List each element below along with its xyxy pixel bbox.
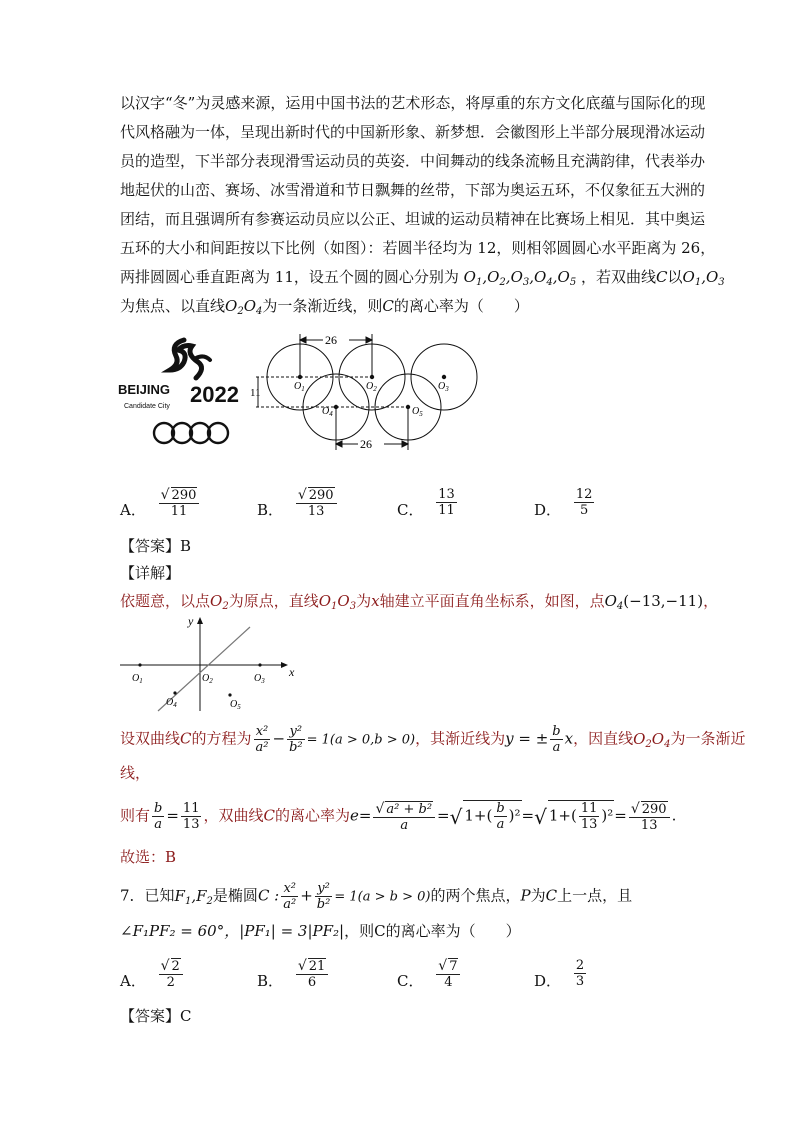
q7-option-a[interactable]: A． $\frac{√ 2}{2}$ [120,958,185,990]
answer-6: 【答案】B [120,537,192,555]
q7-line-1: 7．已知$F_1,F_2$是椭圆C : $\frac{\text{x²}}{\text{a²}}$ + $\frac{\text{y²}}{\text{b²}}$ = 1(a > b > 0)的两个焦点，P为C上一点，且 [120,881,633,912]
intro-line-5: 团结，而且强调所有参赛运动员应以公正、坦诚的运动员精神在比赛场上相见．其中奥运 [120,210,706,228]
q6-options [120,487,680,527]
svg-text:O2: $O_2$ [202,673,213,685]
figure-axes [118,615,298,713]
solution-line-2: 设双曲线C的方程为 $\frac{\text{x²}}{\text{a²}}$ − $\frac{\text{y²}}{\text{b²}}$ = 1(a > 0,b > 0)，其渐近线为y = ± $\frac{b}{a}$ x，因直线$O_2O_4$为一条渐近 [120,724,746,755]
intro-line-8: 为焦点、以直线$O_2O_4$为一条渐近线，则C的离心率为（ ） [120,297,529,317]
svg-text:y: y [188,614,194,628]
solution-line-1: 依题意，以点$O_2$为原点，直线$O_1O_3$为x轴建立平面直角坐标系，如图，点$O_4(-13,-11)$， [120,592,719,612]
svg-text:x: x [289,665,295,679]
figure-rings [118,328,448,452]
svg-text:O5: $O_5$ [230,699,241,711]
intro-line-6: 五环的大小和间距按以下比例（如图）：若圆半径均为 12，则相邻圆圆心水平距离为 26， [120,239,716,257]
choose-line: 故选：B [120,848,177,866]
intro-line-1: 以汉字“冬”为灵感来源，运用中国书法的艺术形态，将厚重的东方文化底蕴与国际化的现 [120,94,706,112]
svg-text:O1: $O_1$ [132,673,143,685]
dim-bottom [336,407,408,450]
q7-options [120,958,680,998]
intro-line-3: 员的造型，下半部分表现滑雪运动员的英姿．中间舞动的线条流畅且充满韵律，代表举办 [120,152,706,170]
label-o1: $O_1$ [294,381,305,393]
answer-7: 【答案】C [120,1007,192,1025]
logo-rings-icon [154,423,228,443]
solution-line-3: 则有 $\frac{b}{a}$ = $\frac{11}{13}$ ，双曲线C的离心率为e= $\frac{\text{√ a² + b²}}{a}$ =√ 1+( $\frac{b}{a}$ )²=√ 1+( $\frac{11}{13}$ )²= $\frac{√ 290}{13}$ . [120,800,677,833]
detail-heading: 【详解】 [120,564,181,582]
intro-line-4: 地起伏的山峦、赛场、冰雪滑道和节日飘舞的丝带，下部为奥运五环，不仅象征五大洲的 [120,181,706,199]
option-a[interactable]: A． $\frac{√ 290}{11}$ [120,487,201,519]
rings-diagram [118,328,448,452]
q7-option-b[interactable]: B． $\frac{√ 21}{6}$ [257,958,330,990]
dim-left-label: 11 [250,387,261,399]
label-o2: $O_2$ [366,381,377,393]
q7-option-d[interactable]: D． $\frac{2}{3}$ [534,958,585,990]
solution-line-2b: 线， [120,764,151,782]
logo-city-text: Candidate City [124,403,170,410]
option-c[interactable]: C． $\frac{13}{11}$ [397,487,455,519]
dim-top-label: 26 [325,333,337,347]
option-d[interactable]: D． $\frac{12}{5}$ [534,487,593,519]
option-b[interactable]: B． $\frac{√ 290}{13}$ [257,487,339,519]
label-o3: $O_3$ [438,381,449,393]
dim-bottom-label: 26 [360,437,372,451]
intro-line-7: 两排圆圆心垂直距离为 11，设五个圆的圆心分别为 $O_1,O_2,O_3,O_4,O_5$ ，若双曲线C以$O_1,O_3$ [120,268,725,288]
label-o4: $O_4$ [322,406,333,418]
logo-beijing-text: BEIJING [118,382,171,397]
logo-year-text: 2022 [190,382,239,407]
axes-diagram [118,615,298,713]
q7-option-c[interactable]: C． $\frac{√ 7}{4}$ [397,958,462,990]
logo-mark-icon [170,340,210,378]
intro-line-2: 代风格融为一体，呈现出新时代的中国新形象、新梦想．会徽图形上半部分展现滑冰运动 [120,123,706,141]
label-o5: $O_5$ [412,406,423,418]
q7-line-2: ∠F₁PF₂ = 60°，|PF₁| = 3|PF₂|，则C的离心率为（ ） [120,922,521,940]
svg-text:O4: $O_4$ [166,697,177,709]
svg-text:O3: $O_3$ [254,673,265,685]
